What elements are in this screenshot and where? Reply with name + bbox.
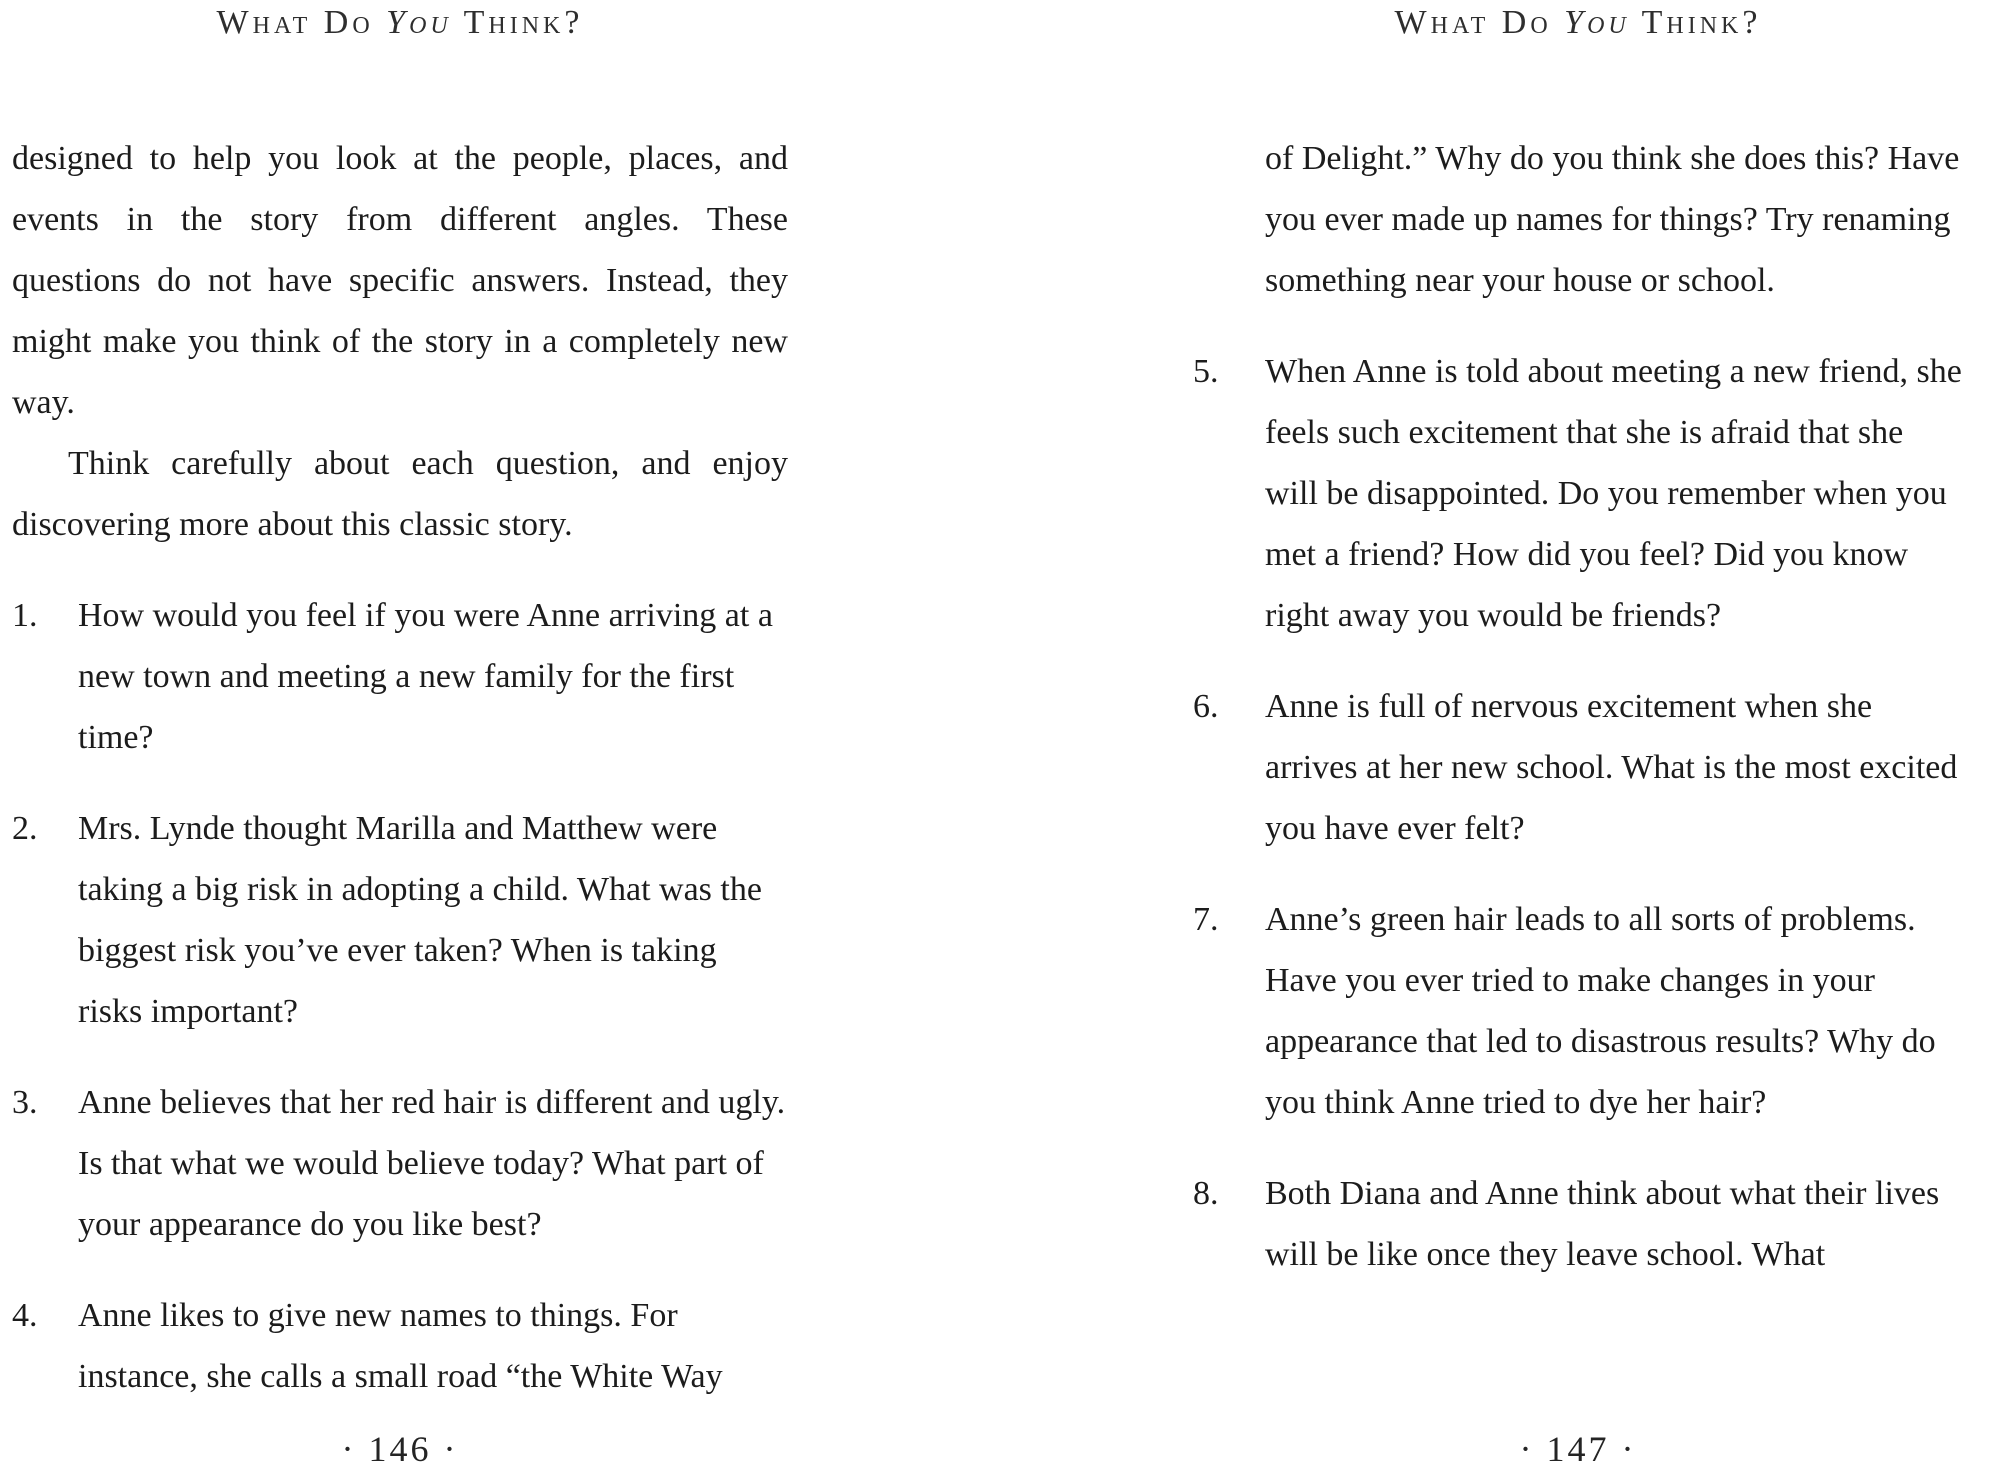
question-number: 3. bbox=[12, 1084, 38, 1121]
question-4-continuation: of Delight.” Why do you think she does this? Have you ever made up names for things? Try renaming something near your house or school. bbox=[1265, 140, 1960, 299]
question-item-5 bbox=[1193, 341, 1963, 646]
left-page bbox=[12, 0, 788, 1479]
question-number: 6. bbox=[1193, 688, 1219, 725]
right-page-body bbox=[1193, 128, 1963, 1285]
question-number: 4. bbox=[12, 1297, 38, 1334]
question-item-6 bbox=[1193, 676, 1963, 859]
question-text: Both Diana and Anne think about what their lives will be like once they leave school. What bbox=[1265, 1175, 1940, 1273]
running-head-left bbox=[12, 4, 788, 42]
running-head-text: What Do bbox=[1394, 4, 1565, 41]
question-list-left bbox=[12, 585, 788, 1407]
running-head-emphasis: You bbox=[386, 4, 452, 41]
question-item-1 bbox=[12, 585, 788, 768]
question-text: Anne is full of nervous excitement when she arrives at her new school. What is the most excited you have ever felt? bbox=[1265, 688, 1958, 847]
question-number: 7. bbox=[1193, 901, 1219, 938]
question-number: 8. bbox=[1193, 1175, 1219, 1212]
left-page-body bbox=[12, 128, 788, 1407]
question-item-2 bbox=[12, 798, 788, 1042]
running-head-text: What Do bbox=[216, 4, 387, 41]
page-number-left: · 146 · bbox=[341, 1429, 459, 1469]
question-item-8 bbox=[1193, 1163, 1963, 1285]
page-number-right: · 147 · bbox=[1519, 1429, 1637, 1469]
running-head-right bbox=[1193, 4, 1963, 42]
intro-paragraph-2: Think carefully about each question, and enjoy discovering more about this classic story. bbox=[12, 445, 788, 543]
question-number: 5. bbox=[1193, 353, 1219, 390]
question-item-7 bbox=[1193, 889, 1963, 1133]
question-item-3 bbox=[12, 1072, 788, 1255]
question-text: Anne likes to give new names to things. For instance, she calls a small road “the White Way bbox=[78, 1297, 723, 1395]
question-number: 2. bbox=[12, 810, 38, 847]
question-number: 1. bbox=[12, 597, 38, 634]
question-list-right bbox=[1193, 341, 1963, 1285]
question-text: When Anne is told about meeting a new friend, she feels such excitement that she is afraid that she will be disappointed. Do you remember when you met a friend? How did you feel? Did you know right away you would be friends? bbox=[1265, 353, 1962, 634]
running-head-text: Think? bbox=[451, 4, 584, 41]
question-text: Anne believes that her red hair is different and ugly. Is that what we would believe today? What part of your appearance do you like best? bbox=[78, 1084, 786, 1243]
running-head-emphasis: You bbox=[1564, 4, 1630, 41]
question-text: How would you feel if you were Anne arriving at a new town and meeting a new family for the first time? bbox=[78, 597, 773, 756]
running-head-text: Think? bbox=[1629, 4, 1762, 41]
question-text: Anne’s green hair leads to all sorts of problems. Have you ever tried to make changes in your appearance that led to disastrous results? Why do you think Anne tried to dye her hair? bbox=[1265, 901, 1936, 1121]
intro-paragraph-1: designed to help you look at the people, places, and events in the story from different angles. These questions do not have specific answers. Instead, they might make you think of the story in a completely new way. bbox=[12, 140, 788, 421]
right-page bbox=[1193, 0, 1963, 1479]
question-item-4 bbox=[12, 1285, 788, 1407]
question-text: Mrs. Lynde thought Marilla and Matthew were taking a big risk in adopting a child. What was the biggest risk you’ve ever taken? When is taking risks important? bbox=[78, 810, 762, 1030]
